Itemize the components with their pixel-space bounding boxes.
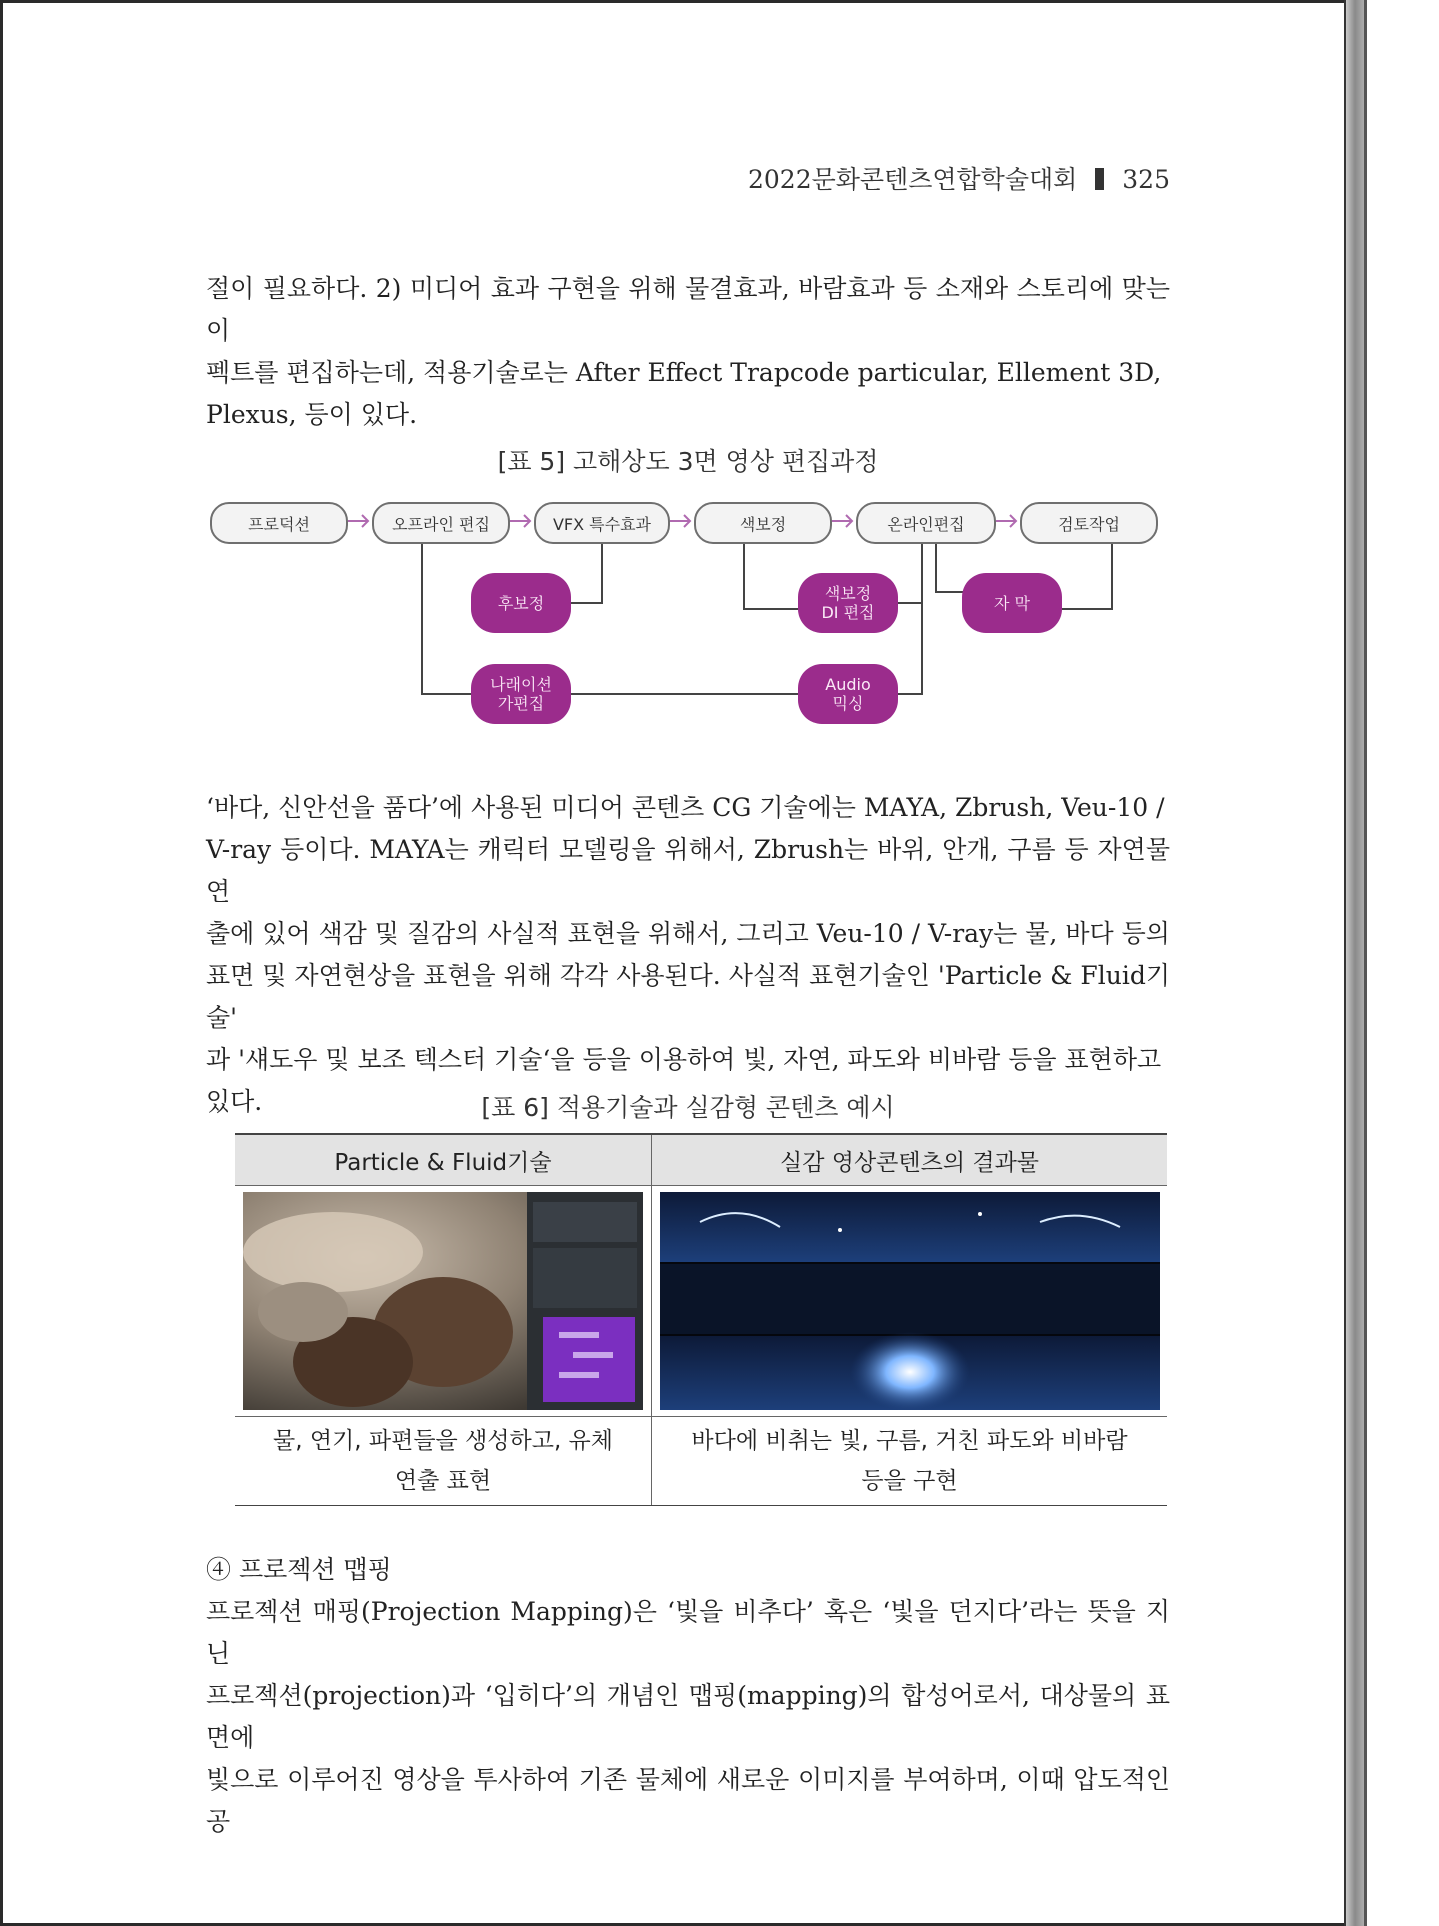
table-image-row (235, 1186, 1167, 1417)
cell-line: 연출 표현 (394, 1468, 492, 1494)
cell-line: 물, 연기, 파편들을 생성하고, 유체 (272, 1428, 613, 1454)
step-vfx: VFX 특수효과 (534, 502, 670, 544)
text-line: 펙트를 편집하는데, 적용기술로는 After Effect Trapcode particular, Ellement 3D, (206, 358, 1162, 387)
node-audio-mixing (798, 664, 898, 724)
node-color-di (798, 573, 898, 633)
page-stack-shadow (1364, 0, 1367, 1926)
node-label: 색보정 (824, 584, 872, 603)
text-line: ‘바다, 신안선을 품다’에 사용된 미디어 콘텐츠 CG 기술에는 MAYA, Zbrush, Veu-10 / (206, 793, 1165, 822)
table5-caption: [표 5] 고해상도 3면 영상 편집과정 (497, 447, 879, 476)
table-cell (652, 1186, 1168, 1417)
editing-process-diagram (206, 488, 1170, 738)
node-label: DI 편집 (821, 603, 875, 622)
section4 (206, 1549, 1170, 1843)
table-cell (235, 1417, 652, 1506)
ocean-panorama-render (660, 1192, 1160, 1410)
text-line: 출에 있어 색감 및 질감의 사실적 표현을 위해서, 그리고 Veu-10 / V-ray는 물, 바다 등의 (206, 919, 1170, 948)
running-header (700, 160, 1170, 196)
body-paragraph (206, 787, 1170, 1123)
node-narration (471, 664, 571, 724)
cell-line: 등을 구현 (861, 1468, 958, 1494)
text-line: 절이 필요하다. 2) 미디어 효과 구현을 위해 물결효과, 바람효과 등 소재와 스토리에 맞는 이 (206, 274, 1170, 345)
text-line: V-ray 등이다. MAYA는 캐릭터 모델링을 위해서, Zbrush는 바위, 안개, 구름 등 자연물 연 (206, 835, 1170, 906)
node-label: 후보정 (497, 593, 545, 613)
step-color-correction: 색보정 (694, 502, 832, 544)
cell-line: 바다에 비취는 빛, 구름, 거친 파도와 비바람 (691, 1428, 1128, 1454)
section-heading: ④ 프로젝션 맵핑 (206, 1555, 392, 1584)
node-label: 자 막 (994, 593, 1030, 613)
immersive-result-image (660, 1192, 1160, 1410)
table-header: Particle & Fluid기술 (235, 1134, 652, 1186)
text-line: 표면 및 자연현상을 표현을 위해 각각 사용된다. 사실적 표현기술인 'Particle & Fluid기술' (206, 961, 1170, 1032)
node-label: Audio (825, 675, 871, 694)
node-label: 나래이션 (490, 675, 552, 694)
page-number: 325 (1122, 165, 1170, 194)
node-post-correction (471, 573, 571, 633)
node-label: 가편집 (497, 694, 545, 713)
text-line: 프로젝션(projection)과 ‘입히다’의 개념인 맵핑(mapping)의 합성어로서, 대상물의 표면에 (206, 1681, 1170, 1752)
table-header-row (235, 1134, 1167, 1186)
table-cell (235, 1186, 652, 1417)
table-cell (652, 1417, 1168, 1506)
page-stack-edge (1344, 0, 1366, 1926)
step-offline-edit: 오프라인 편집 (372, 502, 510, 544)
fluid-simulation-render (243, 1192, 643, 1410)
text-line: 과 '섀도우 및 보조 텍스터 기술‘을 등을 이용하여 빛, 자연, 파도와 비바람 등을 표현하고 (206, 1045, 1162, 1074)
table6 (235, 1133, 1167, 1506)
node-label: 믹싱 (832, 694, 864, 713)
text-line: 프로젝션 매핑(Projection Mapping)은 ‘빛을 비추다’ 혹은 ‘빛을 던지다’라는 뜻을 지닌 (206, 1597, 1170, 1668)
text-line: 있다. (206, 1087, 263, 1116)
step-production: 프로덕션 (210, 502, 348, 544)
table6-caption: [표 6] 적용기술과 실감형 콘텐츠 예시 (481, 1093, 895, 1122)
text-line: Plexus, 등이 있다. (206, 400, 418, 429)
step-online-edit: 온라인편집 (856, 502, 996, 544)
step-review: 검토작업 (1020, 502, 1158, 544)
node-subtitle (962, 573, 1062, 633)
particle-fluid-image (243, 1192, 643, 1410)
header-separator (1095, 168, 1104, 190)
intro-paragraph (206, 268, 1170, 436)
text-line: 빛으로 이루어진 영상을 투사하여 기존 물체에 새로운 이미지를 부여하며, 이때 압도적인 공 (206, 1765, 1170, 1836)
conference-title: 2022문화콘텐츠연합학술대회 (748, 165, 1078, 194)
table-header: 실감 영상콘텐츠의 결과물 (652, 1134, 1168, 1186)
table-caption-row (235, 1417, 1167, 1506)
